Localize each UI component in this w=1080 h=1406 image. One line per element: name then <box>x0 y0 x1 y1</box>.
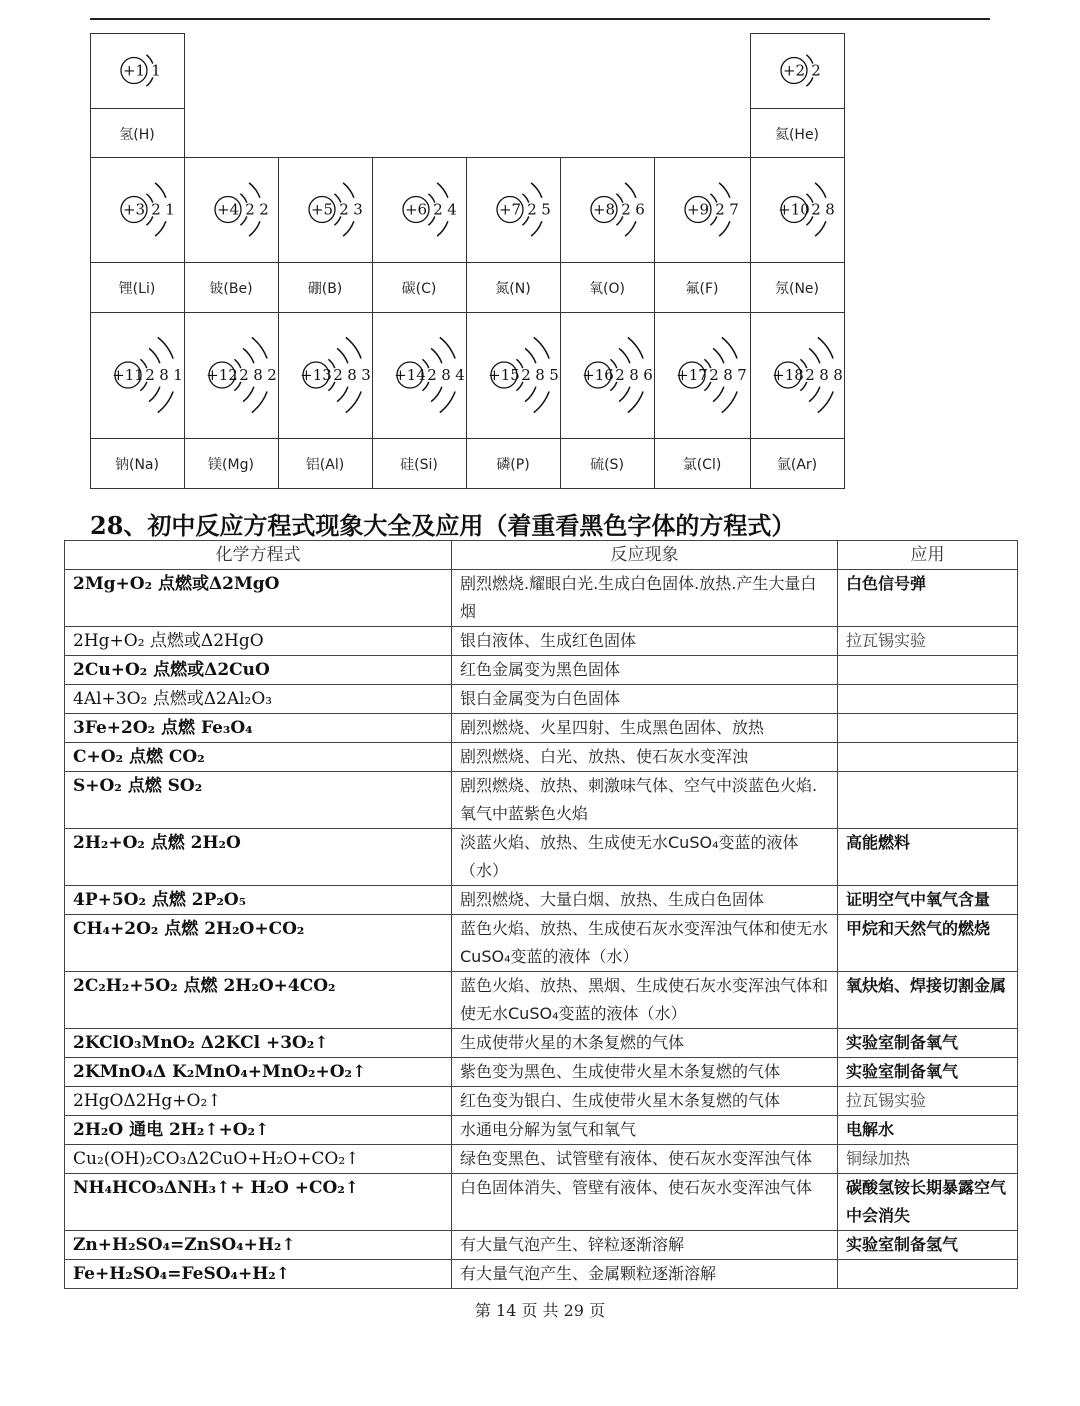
atom-structure-diagram <box>750 312 844 438</box>
electron-shell-arc <box>440 392 455 413</box>
table-row <box>65 1145 1018 1174</box>
element-label: 硼(B) <box>307 281 343 297</box>
nucleus-charge: +18 <box>772 366 804 384</box>
nucleus-charge: +10 <box>778 200 810 219</box>
electron-shell-arc <box>625 183 636 198</box>
page-footer: 第 14 页 共 29 页 <box>474 1301 606 1320</box>
electron-shell-arc <box>155 183 166 198</box>
electron-shell-arc <box>346 392 361 413</box>
application-cell <box>838 714 1018 743</box>
equation-cell: 2C₂H₂+5O₂ 点燃 2H₂O+4CO₂ <box>65 972 452 1029</box>
atom-structure-diagram <box>654 312 750 438</box>
electron-shell-arc <box>431 387 442 402</box>
electron-shell-arc <box>437 183 448 198</box>
atom-structure-diagram <box>466 157 560 262</box>
application-cell <box>838 656 1018 685</box>
shell-electron-count: 8 <box>819 366 829 384</box>
electron-shell-arc <box>337 348 348 363</box>
cell-divider <box>184 438 279 439</box>
shell-electron-count: 2 <box>709 366 719 384</box>
cell-divider <box>750 438 845 439</box>
element-label: 氮(N) <box>495 281 531 297</box>
electron-shell-arc <box>158 392 173 413</box>
electron-shell-arc <box>531 221 542 236</box>
phenomenon-cell: 蓝色火焰、放热、黑烟、生成使石灰水变浑浊气体和使无水CuSO₄变蓝的液体（水） <box>452 972 838 1029</box>
nucleus-charge: +6 <box>404 200 428 219</box>
shell-electron-count: 8 <box>535 366 545 384</box>
shell-electron-count: 2 <box>521 366 531 384</box>
application-cell: 白色信号弹 <box>838 570 1018 627</box>
table-row <box>65 1087 1018 1116</box>
shell-electron-count: 5 <box>549 366 559 384</box>
atom-structure-diagram <box>90 157 184 262</box>
table-header-row <box>65 541 1018 570</box>
application-cell <box>838 685 1018 714</box>
application-cell <box>838 772 1018 829</box>
shell-electron-count: 8 <box>441 366 451 384</box>
nucleus-charge: +11 <box>112 366 144 384</box>
equation-cell: 4P+5O₂ 点燃 2P₂O₅ <box>65 886 452 915</box>
electron-shell-arc <box>440 337 455 358</box>
cell-divider <box>90 262 185 263</box>
shell-electron-count: 3 <box>361 366 371 384</box>
phenomenon-cell: 剧烈燃烧、白光、放热、使石灰水变浑浊 <box>452 743 838 772</box>
element-label: 磷(P) <box>496 457 530 473</box>
shell-electron-count: 2 <box>811 200 821 219</box>
electron-shell-arc <box>625 221 636 236</box>
cell-divider <box>90 438 185 439</box>
section-title: 28、初中反应方程式现象大全及应用（着重看黑色字体的方程式） <box>90 511 796 540</box>
application-cell: 甲烷和天然气的燃烧 <box>838 915 1018 972</box>
electron-shell-arc <box>525 387 536 402</box>
application-cell: 实验室制备氢气 <box>838 1231 1018 1260</box>
shell-electron-count: 2 <box>615 366 625 384</box>
table-row <box>65 1231 1018 1260</box>
atom-structure-diagram <box>278 312 372 438</box>
nucleus-charge: +15 <box>488 366 520 384</box>
element-label: 氩(Ar) <box>776 457 818 473</box>
header-equation: 化学方程式 <box>65 541 452 570</box>
table-row <box>65 886 1018 915</box>
electron-shell-arc <box>531 183 542 198</box>
application-cell: 铜绿加热 <box>838 1145 1018 1174</box>
cell-divider <box>654 262 751 263</box>
element-label: 钠(Na) <box>115 457 159 473</box>
equation-cell: 2Mg+O₂ 点燃或Δ2MgO <box>65 570 452 627</box>
electron-shell-arc <box>155 221 166 236</box>
shell-electron-count: 8 <box>629 366 639 384</box>
electron-shell-arc <box>149 348 160 363</box>
element-label: 铍(Be) <box>209 281 253 297</box>
element-label: 锂(Li) <box>118 281 156 297</box>
nucleus-charge: +14 <box>394 366 426 384</box>
shell-electron-count: 2 <box>333 366 343 384</box>
equation-cell: S+O₂ 点燃 SO₂ <box>65 772 452 829</box>
equation-cell: Zn+H₂SO₄=ZnSO₄+H₂↑ <box>65 1231 452 1260</box>
shell-electron-count: 6 <box>635 200 645 219</box>
cell-divider <box>654 438 751 439</box>
electron-shell-arc <box>243 387 254 402</box>
phenomenon-cell: 剧烈燃烧、大量白烟、放热、生成白色固体 <box>452 886 838 915</box>
electron-shell-arc <box>713 387 724 402</box>
atom-structure-diagram <box>372 312 466 438</box>
cell-divider <box>750 262 845 263</box>
phenomenon-cell: 剧烈燃烧、放热、刺激味气体、空气中淡蓝色火焰.氧气中蓝紫色火焰 <box>452 772 838 829</box>
equation-cell: 2HgOΔ2Hg+O₂↑ <box>65 1087 452 1116</box>
electron-shell-arc <box>343 183 354 198</box>
shell-electron-count: 4 <box>455 366 465 384</box>
electron-shell-arc <box>525 348 536 363</box>
electron-shell-arc <box>619 387 630 402</box>
header-application: 应用 <box>838 541 1018 570</box>
element-label: 镁(Mg) <box>208 457 254 473</box>
shell-electron-count: 7 <box>729 200 739 219</box>
atom-structure-diagram <box>750 157 844 262</box>
element-label: 硅(Si) <box>400 457 438 473</box>
shell-electron-count: 7 <box>737 366 747 384</box>
electron-shell-arc <box>713 348 724 363</box>
electron-shell-arc <box>534 337 549 358</box>
nucleus-charge: +5 <box>310 200 334 219</box>
electron-shell-arc <box>815 183 826 198</box>
shell-electron-count: 2 <box>427 366 437 384</box>
atom-structure-diagram <box>372 157 466 262</box>
electron-shell-arc <box>809 387 820 402</box>
cell-divider <box>560 438 655 439</box>
equation-cell: 2Hg+O₂ 点燃或Δ2HgO <box>65 627 452 656</box>
nucleus-charge: +2 <box>782 61 806 80</box>
electron-shell-arc <box>343 221 354 236</box>
nucleus-charge: +3 <box>122 200 146 219</box>
cell-divider <box>372 438 467 439</box>
element-label: 氢(H) <box>119 126 155 143</box>
reaction-table <box>64 540 1018 1289</box>
shell-electron-count: 8 <box>347 366 357 384</box>
phenomenon-cell: 银白液体、生成红色固体 <box>452 627 838 656</box>
cell-divider <box>466 262 561 263</box>
cell-divider <box>372 262 467 263</box>
equation-cell: 2KClO₃MnO₂ Δ2KCl +3O₂↑ <box>65 1029 452 1058</box>
nucleus-charge: +8 <box>592 200 616 219</box>
equation-cell: NH₄HCO₃ΔNH₃↑+ H₂O +CO₂↑ <box>65 1174 452 1231</box>
table-row <box>65 1058 1018 1087</box>
equation-cell: 3Fe+2O₂ 点燃 Fe₃O₄ <box>65 714 452 743</box>
phenomenon-cell: 淡蓝火焰、放热、生成使无水CuSO₄变蓝的液体（水） <box>452 829 838 886</box>
phenomenon-cell: 红色变为银白、生成使带火星木条复燃的气体 <box>452 1087 838 1116</box>
phenomenon-cell: 有大量气泡产生、金属颗粒逐渐溶解 <box>452 1260 838 1289</box>
application-cell: 氧炔焰、焊接切割金属 <box>838 972 1018 1029</box>
application-cell: 实验室制备氧气 <box>838 1029 1018 1058</box>
shell-electron-count: 2 <box>267 366 277 384</box>
shell-electron-count: 2 <box>805 366 815 384</box>
phenomenon-cell: 蓝色火焰、放热、生成使石灰水变浑浊气体和使无水CuSO₄变蓝的液体（水） <box>452 915 838 972</box>
atom-structure-diagram <box>184 157 278 262</box>
application-cell: 高能燃料 <box>838 829 1018 886</box>
element-label: 氖(Ne) <box>774 281 819 297</box>
atom-structure-diagram <box>654 157 750 262</box>
element-label: 硫(S) <box>590 457 624 473</box>
equation-cell: Cu₂(OH)₂CO₃Δ2CuO+H₂O+CO₂↑ <box>65 1145 452 1174</box>
table-row <box>65 772 1018 829</box>
shell-electron-count: 2 <box>715 200 725 219</box>
atom-structure-diagram <box>90 33 184 108</box>
electron-shell-arc <box>337 387 348 402</box>
electron-shell-arc <box>628 392 643 413</box>
shell-electron-count: 2 <box>811 61 821 80</box>
shell-electron-count: 2 <box>151 200 161 219</box>
phenomenon-cell: 绿色变黑色、试管壁有液体、使石灰水变浑浊气体 <box>452 1145 838 1174</box>
phenomenon-cell: 紫色变为黑色、生成使带火星木条复燃的气体 <box>452 1058 838 1087</box>
equation-cell: CH₄+2O₂ 点燃 2H₂O+CO₂ <box>65 915 452 972</box>
cell-divider <box>278 262 373 263</box>
cell-divider <box>466 438 561 439</box>
shell-electron-count: 2 <box>145 366 155 384</box>
atom-structure-diagram <box>560 312 654 438</box>
table-row <box>65 743 1018 772</box>
shell-electron-count: 1 <box>151 61 161 80</box>
atom-structure-diagram <box>184 312 278 438</box>
element-label: 氦(He) <box>774 126 820 143</box>
header-phenomenon: 反应现象 <box>452 541 838 570</box>
atomic-structure-grid <box>0 0 1080 500</box>
atom-structure-diagram <box>278 157 372 262</box>
application-cell: 拉瓦锡实验 <box>838 1087 1018 1116</box>
equation-cell: Fe+H₂SO₄=FeSO₄+H₂↑ <box>65 1260 452 1289</box>
table-row <box>65 1116 1018 1145</box>
cell-divider <box>184 262 279 263</box>
shell-electron-count: 2 <box>433 200 443 219</box>
phenomenon-cell: 生成使带火星的木条复燃的气体 <box>452 1029 838 1058</box>
atom-structure-diagram <box>466 312 560 438</box>
equation-cell: 2Cu+O₂ 点燃或Δ2CuO <box>65 656 452 685</box>
atom-structure-diagram <box>90 312 184 438</box>
cell-divider <box>560 262 655 263</box>
table-row <box>65 1174 1018 1231</box>
electron-shell-arc <box>437 221 448 236</box>
nucleus-charge: +7 <box>498 200 522 219</box>
electron-shell-arc <box>158 337 173 358</box>
shell-electron-count: 8 <box>723 366 733 384</box>
application-cell: 实验室制备氧气 <box>838 1058 1018 1087</box>
shell-electron-count: 8 <box>159 366 169 384</box>
shell-electron-count: 2 <box>259 200 269 219</box>
nucleus-charge: +16 <box>582 366 614 384</box>
shell-electron-count: 2 <box>621 200 631 219</box>
electron-shell-arc <box>815 221 826 236</box>
electron-shell-arc <box>722 337 737 358</box>
shell-electron-count: 8 <box>833 366 843 384</box>
nucleus-charge: +13 <box>300 366 332 384</box>
equation-cell: 2KMnO₄Δ K₂MnO₄+MnO₂+O₂↑ <box>65 1058 452 1087</box>
element-label: 铝(Al) <box>305 457 345 473</box>
electron-shell-arc <box>431 348 442 363</box>
table-row <box>65 1260 1018 1289</box>
table-row <box>65 627 1018 656</box>
shell-electron-count: 8 <box>825 200 835 219</box>
nucleus-charge: +1 <box>122 61 146 80</box>
electron-shell-arc <box>346 337 361 358</box>
electron-shell-arc <box>719 183 730 198</box>
application-cell: 电解水 <box>838 1116 1018 1145</box>
phenomenon-cell: 银白金属变为白色固体 <box>452 685 838 714</box>
electron-shell-arc <box>818 337 833 358</box>
shell-electron-count: 2 <box>527 200 537 219</box>
electron-shell-arc <box>809 348 820 363</box>
application-cell <box>838 743 1018 772</box>
atom-structure-diagram <box>560 157 654 262</box>
application-cell: 碳酸氢铵长期暴露空气中会消失 <box>838 1174 1018 1231</box>
phenomenon-cell: 水通电分解为氢气和氧气 <box>452 1116 838 1145</box>
electron-shell-arc <box>252 337 267 358</box>
equation-cell: 2H₂O 通电 2H₂↑+O₂↑ <box>65 1116 452 1145</box>
application-cell: 证明空气中氧气含量 <box>838 886 1018 915</box>
element-label: 氟(F) <box>685 281 719 297</box>
shell-electron-count: 8 <box>253 366 263 384</box>
electron-shell-arc <box>243 348 254 363</box>
electron-shell-arc <box>722 392 737 413</box>
element-label: 碳(C) <box>401 281 437 297</box>
phenomenon-cell: 有大量气泡产生、锌粒逐渐溶解 <box>452 1231 838 1260</box>
cell-divider <box>278 438 373 439</box>
shell-electron-count: 5 <box>541 200 551 219</box>
shell-electron-count: 2 <box>339 200 349 219</box>
table-row <box>65 972 1018 1029</box>
phenomenon-cell: 红色金属变为黑色固体 <box>452 656 838 685</box>
equation-cell: 4Al+3O₂ 点燃或Δ2Al₂O₃ <box>65 685 452 714</box>
table-row <box>65 915 1018 972</box>
nucleus-charge: +17 <box>676 366 708 384</box>
shell-electron-count: 2 <box>239 366 249 384</box>
electron-shell-arc <box>249 221 260 236</box>
application-cell: 拉瓦锡实验 <box>838 627 1018 656</box>
nucleus-charge: +9 <box>686 200 710 219</box>
equation-cell: C+O₂ 点燃 CO₂ <box>65 743 452 772</box>
phenomenon-cell: 剧烈燃烧、火星四射、生成黑色固体、放热 <box>452 714 838 743</box>
equation-cell: 2H₂+O₂ 点燃 2H₂O <box>65 829 452 886</box>
electron-shell-arc <box>628 337 643 358</box>
electron-shell-arc <box>252 392 267 413</box>
table-row <box>65 685 1018 714</box>
cell-divider <box>90 108 185 109</box>
phenomenon-cell: 白色固体消失、管壁有液体、使石灰水变浑浊气体 <box>452 1174 838 1231</box>
shell-electron-count: 2 <box>245 200 255 219</box>
phenomenon-cell: 剧烈燃烧.耀眼白光.生成白色固体.放热.产生大量白烟 <box>452 570 838 627</box>
electron-shell-arc <box>249 183 260 198</box>
electron-shell-arc <box>149 387 160 402</box>
element-label: 氯(Cl) <box>682 457 722 473</box>
electron-shell-arc <box>534 392 549 413</box>
table-row <box>65 656 1018 685</box>
table-row <box>65 570 1018 627</box>
table-row <box>65 714 1018 743</box>
shell-electron-count: 4 <box>447 200 457 219</box>
element-label: 氧(O) <box>589 281 625 297</box>
shell-electron-count: 6 <box>643 366 653 384</box>
table-row <box>65 829 1018 886</box>
atom-structure-diagram <box>750 33 844 108</box>
nucleus-charge: +4 <box>216 200 240 219</box>
shell-electron-count: 1 <box>165 200 175 219</box>
application-cell <box>838 1260 1018 1289</box>
shell-electron-count: 1 <box>173 366 183 384</box>
table-row <box>65 1029 1018 1058</box>
cell-divider <box>750 108 845 109</box>
electron-shell-arc <box>818 392 833 413</box>
electron-shell-arc <box>619 348 630 363</box>
electron-shell-arc <box>719 221 730 236</box>
nucleus-charge: +12 <box>206 366 238 384</box>
shell-electron-count: 3 <box>353 200 363 219</box>
